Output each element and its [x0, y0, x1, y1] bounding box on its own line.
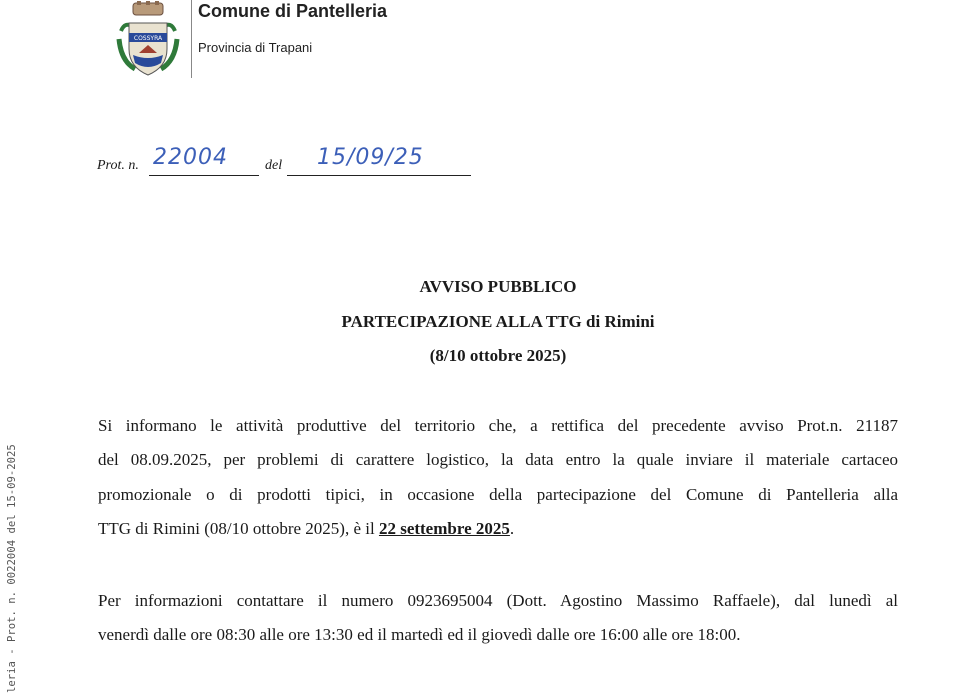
- deadline-period: .: [509, 518, 515, 538]
- prot-label: Prot. n.: [97, 158, 139, 173]
- paragraph-line: venerdì dalle ore 08:30 alle ore 13:30 ed il martedì ed il giovedì dalle ore 16:00 alle ore 18:00.: [98, 625, 741, 645]
- prot-date-handwritten: 15/09/25: [317, 145, 424, 170]
- title-line-1: AVVISO PUBBLICO: [419, 277, 577, 296]
- crest-banner-text: COSSYRA: [133, 35, 163, 42]
- title-line-2: PARTECIPAZIONE ALLA TTG di Rimini: [341, 312, 655, 331]
- provincia-name: Provincia di Trapani: [198, 40, 313, 55]
- comune-name: Comune di Pantelleria: [198, 1, 388, 21]
- paragraph-last-line: [98, 512, 898, 546]
- protocol-row: [97, 145, 497, 179]
- paragraph-line: del 08.09.2025, per problemi di carattere logistico, la data entro la quale inviare il materiale cartaceo: [98, 450, 898, 470]
- paragraph-line: Per informazioni contattare il numero 0923695004 (Dott. Agostino Massimo Raffaele), dal lunedì al: [98, 591, 898, 610]
- del-label: del: [265, 158, 283, 173]
- header-divider: [191, 0, 192, 78]
- protocol-margin-stamp: leria - Prot. n. 0022004 del 15-09-2025: [6, 444, 18, 693]
- prot-date-line: [287, 175, 471, 176]
- paragraph-line: Si informano le attività produttive del territorio che, a rettifica del precedente avviso Prot.n. 21187: [98, 416, 898, 435]
- paragraph-deadline: [98, 409, 898, 546]
- title-line-3: (8/10 ottobre 2025): [429, 346, 567, 365]
- paragraph-line: promozionale o di prodotti tipici, in occasione della partecipazione del Comune di Pantelleria alla: [98, 484, 898, 504]
- paragraph-contacts: [98, 584, 898, 653]
- crest-logo: [115, 1, 181, 81]
- deadline-date: 22 settembre 2025: [378, 518, 510, 538]
- prot-number-line: [149, 175, 259, 176]
- prot-number-handwritten: 22004: [153, 145, 228, 170]
- deadline-intro: TTG di Rimini (08/10 ottobre 2025), è il: [98, 518, 379, 538]
